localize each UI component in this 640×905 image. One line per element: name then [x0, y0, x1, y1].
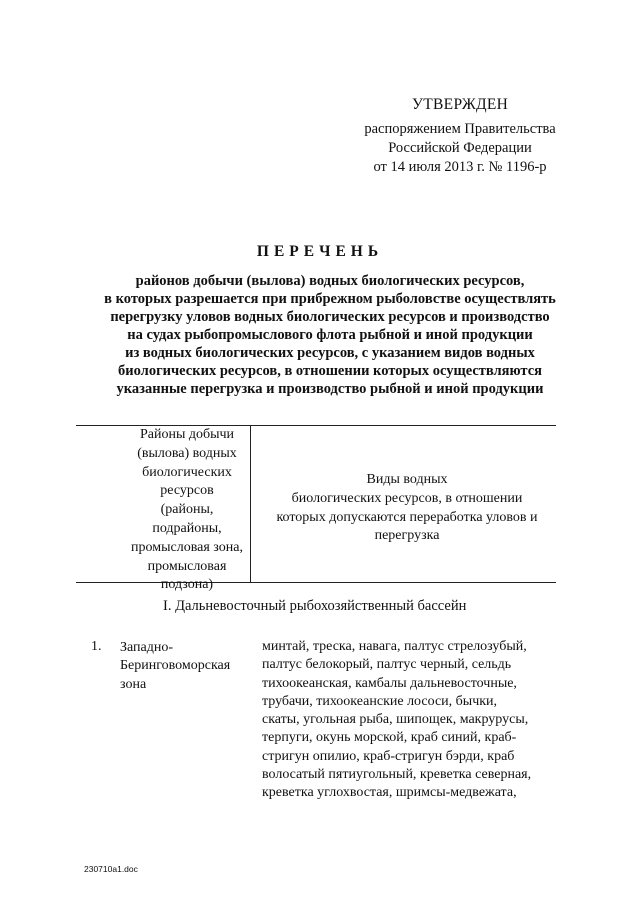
row-species-line: тихоокеанская, камбалы дальневосточные,: [262, 675, 517, 691]
subtitle-line: районов добычи (вылова) водных биологических ресурсов,: [135, 273, 525, 289]
column-header-line: (районы,: [160, 502, 214, 518]
section-heading: I. Дальневосточный рыбохозяйственный бассейн: [163, 598, 467, 614]
column-header-line: промысловая зона,: [131, 539, 243, 555]
approval-line: от 14 июля 2013 г. № 1196-р: [373, 159, 547, 175]
row-species: [262, 638, 562, 803]
row-species-line: палтус белокорый, палтус черный, сельдь: [262, 657, 512, 673]
subtitle-line: указанные перегрузка и производство рыбной и иной продукции: [116, 381, 544, 397]
row-species-line: стригун опилио, краб-стригун бэрди, краб: [262, 748, 515, 764]
approval-line: Российской Федерации: [388, 140, 532, 156]
column-header-line: промысловая: [147, 558, 227, 574]
footer-filename: 230710a1.doc: [84, 864, 138, 874]
row-area: [120, 639, 260, 694]
row-area-line: зона: [120, 676, 147, 692]
row-area-line: Западно-: [120, 640, 174, 655]
row-species-line: скаты, угольная рыба, шипощек, макрурусы,: [262, 712, 529, 728]
column-header-line: которых допускаются переработка уловов и: [276, 509, 538, 525]
approval-heading: УТВЕРЖДЕН: [412, 96, 509, 113]
column-header-line: подзона): [160, 577, 214, 593]
row-species-line: волосатый пятиугольный, креветка северная,: [262, 767, 532, 783]
column-header-line: подрайоны,: [152, 520, 222, 536]
column-header-line: (вылова) водных: [137, 445, 237, 461]
approval-line: распоряжением Правительства: [364, 121, 556, 137]
row-species-line: минтай, треска, навага, палтус стрелозубый,: [262, 639, 527, 654]
subtitle-line: на судах рыбопромыслового флота рыбной и иной продукции: [127, 327, 533, 343]
subtitle-line: перегрузку уловов водных биологических ресурсов и производство: [110, 309, 550, 325]
row-species-line: трубачи, тихоокеанские лососи, бычки,: [262, 693, 498, 709]
row-species-line: терпуги, окунь морской, краб синий, краб-: [262, 730, 517, 746]
column-header-line: биологических ресурсов, в отношении: [291, 490, 523, 506]
column-header-line: перегрузка: [374, 528, 440, 544]
column-header-line: Районы добычи: [139, 427, 235, 442]
subtitle-line: биологических ресурсов, в отношении которых осуществляются: [118, 363, 542, 379]
subtitle-line: в которых разрешается при прибрежном рыболовстве осуществлять: [104, 291, 556, 307]
column-header-areas: [112, 426, 262, 595]
subtitle-line: из водных биологических ресурсов, с указанием видов водных: [125, 345, 535, 361]
column-header-line: ресурсов: [160, 483, 214, 499]
row-area-line: Беринговоморская: [120, 658, 231, 674]
column-header-line: биологических: [142, 464, 232, 480]
row-species-line: креветка углохвостая, шримсы-медвежата,: [262, 785, 517, 801]
column-header-species: [262, 471, 552, 546]
row-number: 1.: [91, 639, 102, 654]
document-title: ПЕРЕЧЕНЬ: [256, 243, 384, 260]
column-header-line: Виды водных: [366, 472, 448, 487]
